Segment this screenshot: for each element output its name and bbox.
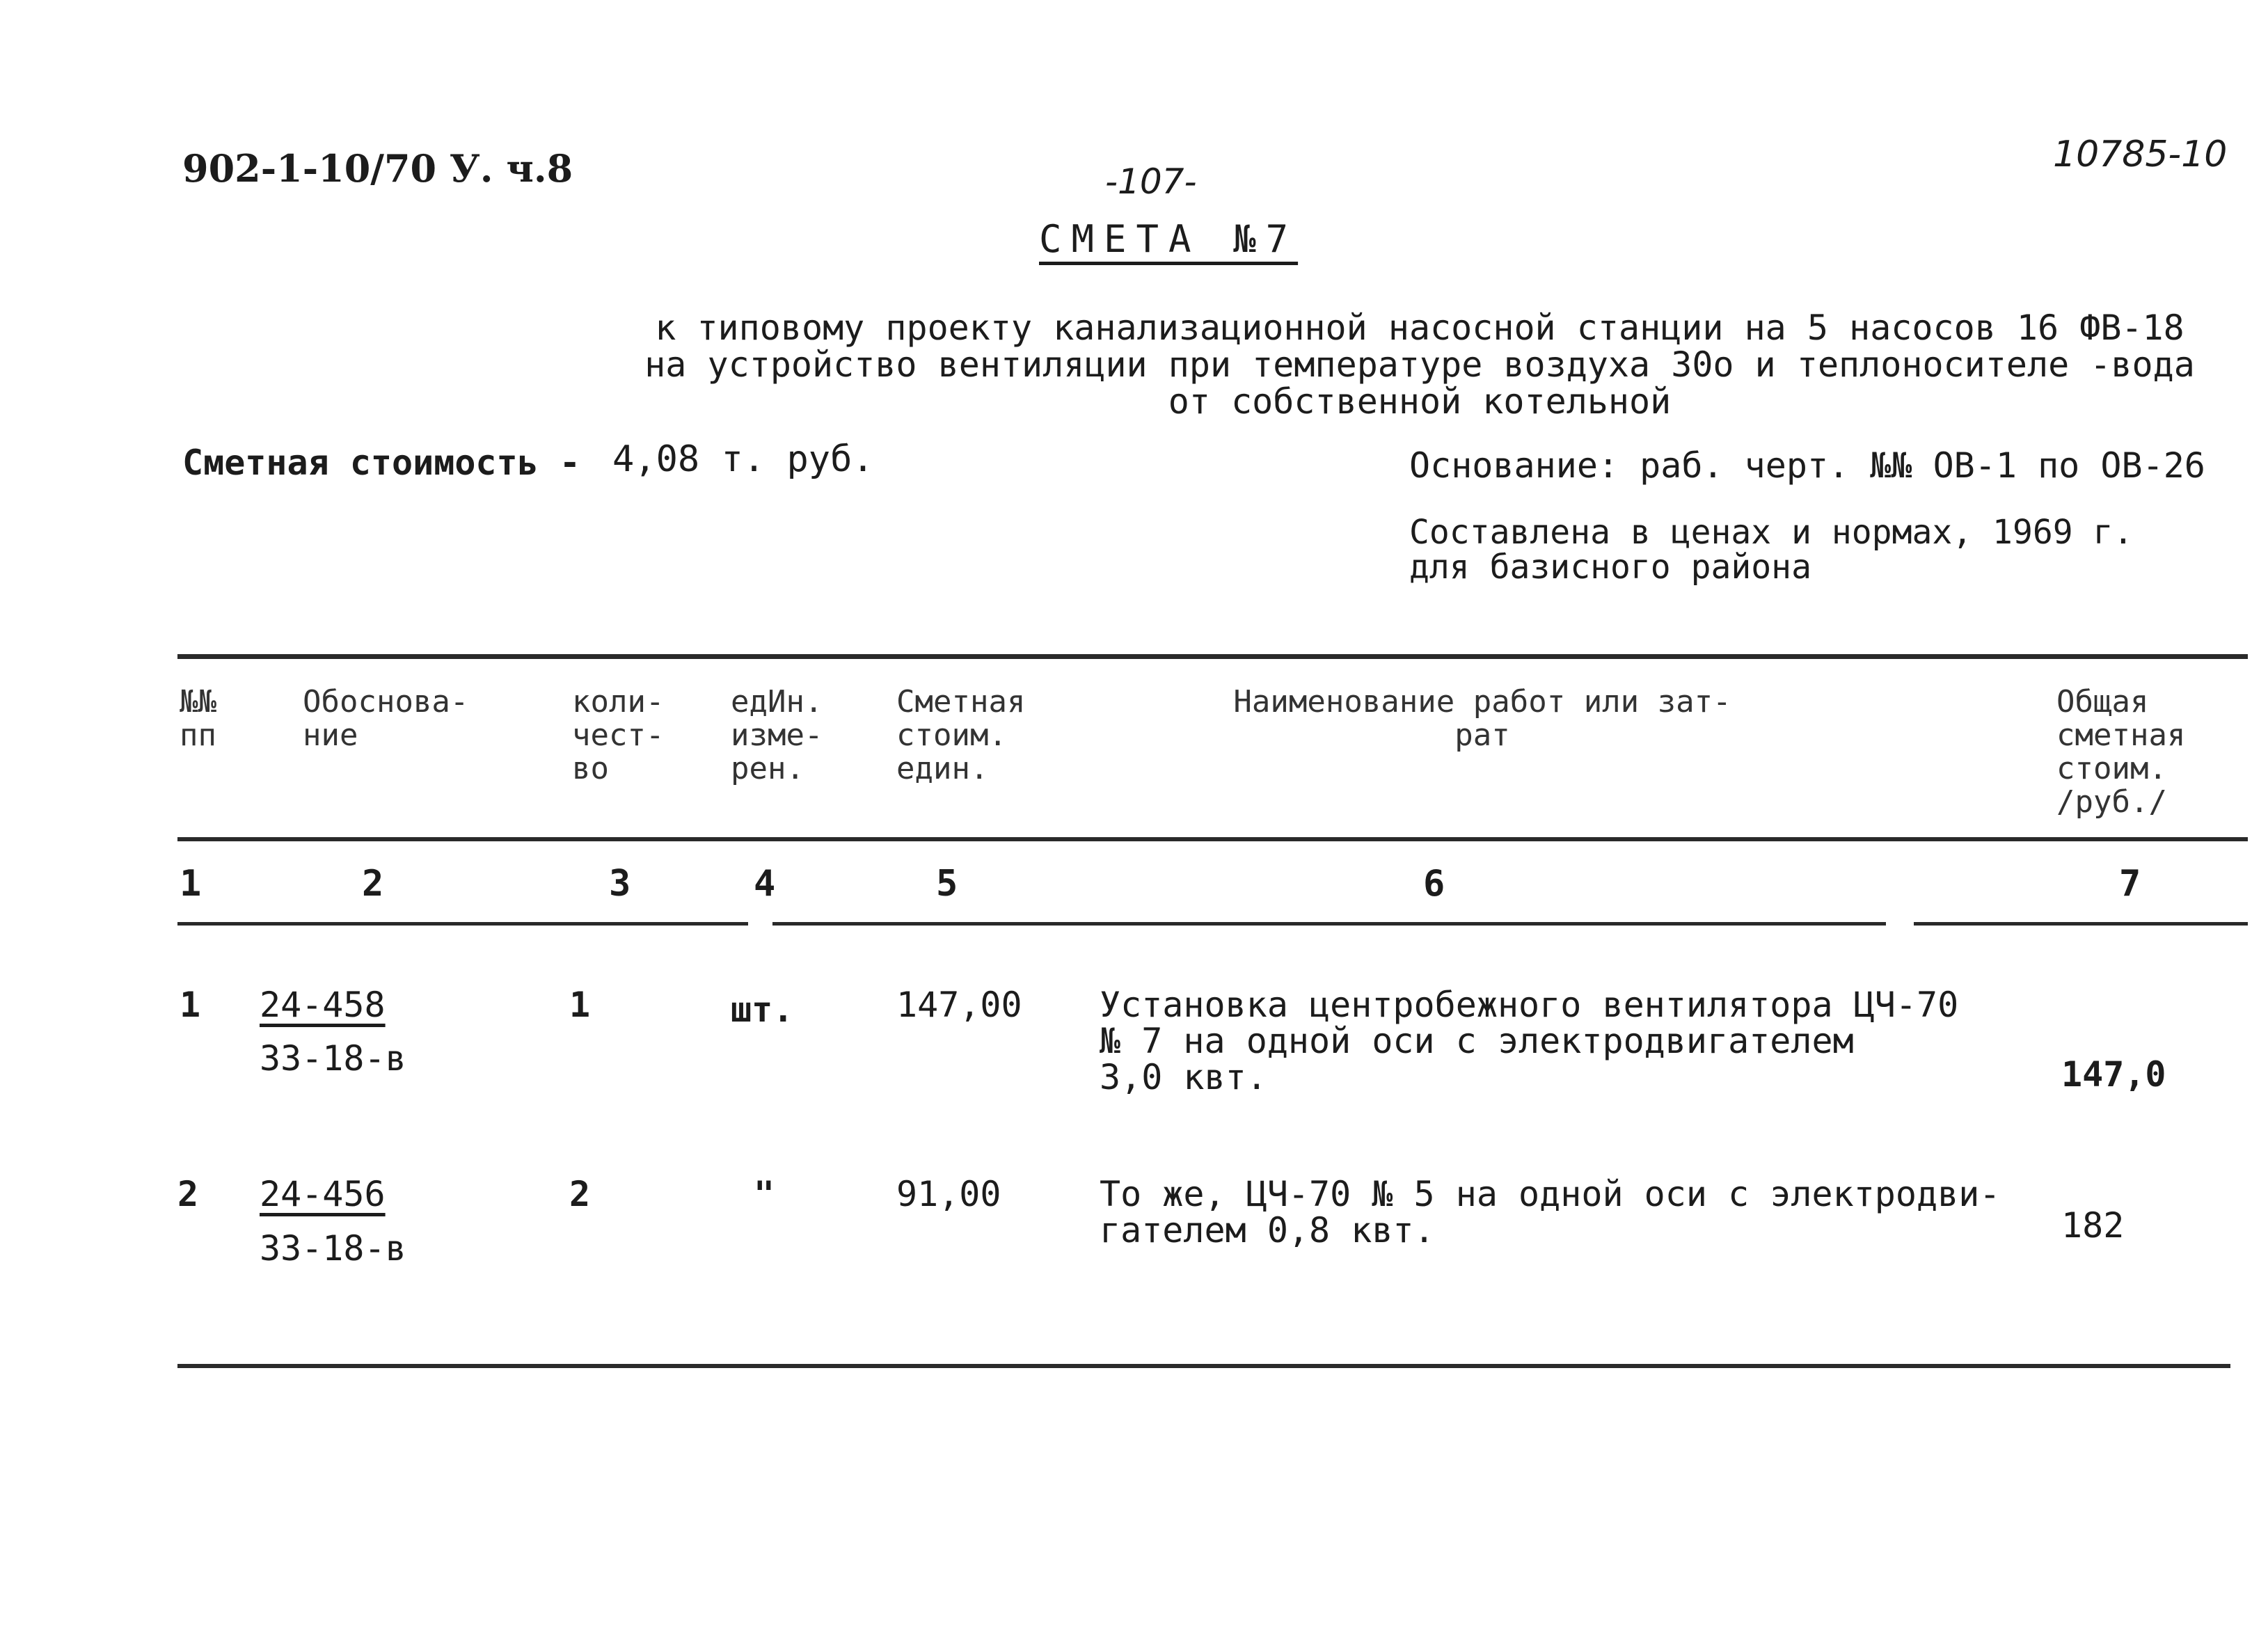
header-unit: едИн. изме- рен.	[731, 684, 823, 786]
row-unit-cost: 91,00	[896, 1174, 1001, 1214]
header-quantity: коли- чест- во	[572, 684, 665, 786]
row-total: 147,0	[2061, 1054, 2166, 1095]
column-number: 4	[754, 863, 776, 905]
subtitle-line: от собственной котельной	[1168, 381, 1672, 422]
row-code-bottom: 33-18-в	[260, 1228, 406, 1269]
column-number-rule	[1914, 922, 2248, 926]
prices-note	[1409, 515, 2244, 585]
prices-note-line: для базисного района	[1409, 548, 1811, 587]
subtitle-line: к типовому проекту канализационной насосной станции на 5 насосов 16 ФВ-18	[655, 308, 2184, 348]
basis-text: Основание: раб. черт. №№ ОВ-1 по ОВ-26	[1409, 445, 2205, 486]
page-number: -107-	[1105, 161, 1197, 202]
header-row-number: №№ пп	[180, 684, 216, 753]
row-code-top: 24-458	[260, 985, 386, 1025]
row-quantity: 1	[569, 985, 591, 1025]
table-header-rule	[177, 837, 2248, 841]
table-row-number: 1	[180, 985, 201, 1025]
column-number-rule	[177, 922, 748, 926]
document-code: 902-1-10/70 У. ч.8	[182, 146, 573, 191]
document-title: СМЕТА №7	[1039, 217, 1299, 261]
row-quantity: 2	[569, 1174, 591, 1214]
subtitle-line: на устройство вентиляции при температуре воздуха 30о и теплоносителе -вода	[644, 344, 2195, 385]
estimated-cost-label: Сметная стоимость -	[182, 443, 580, 483]
column-number-rule	[772, 922, 1886, 926]
header-justification: Обоснова- ние	[303, 684, 469, 753]
column-number: 2	[362, 863, 384, 905]
estimated-cost-value: 4,08 т. руб.	[612, 438, 874, 480]
table-row-number: 2	[177, 1174, 199, 1214]
table-bottom-rule	[177, 1364, 2230, 1368]
row-code-bottom: 33-18-в	[260, 1038, 406, 1079]
row-total: 182	[2061, 1205, 2125, 1246]
header-total-cost: Общая сметная стоим. /руб./	[2056, 684, 2186, 820]
column-number: 6	[1423, 863, 1445, 905]
archive-number: 10785-10	[2053, 134, 2228, 175]
row-code-top: 24-456	[260, 1174, 386, 1214]
row-unit: шт.	[731, 990, 794, 1030]
row-unit: "	[754, 1174, 775, 1214]
header-unit-cost: Сметная стоим. един.	[896, 684, 1026, 786]
row-description: Установка центробежного вентилятора ЦЧ-70 № 7 на одной оси с электродвигателем 3,0 квт.	[1100, 985, 1959, 1097]
row-unit-cost: 147,00	[896, 985, 1022, 1025]
column-number: 1	[180, 863, 202, 905]
column-number: 3	[609, 863, 631, 905]
row-description: То же, ЦЧ-70 № 5 на одной оси с электродви- гателем 0,8 квт.	[1100, 1174, 2001, 1250]
document-subtitle	[626, 310, 2213, 420]
column-number: 5	[936, 863, 958, 905]
prices-note-line: Составлена в ценах и нормах, 1969 г.	[1409, 513, 2134, 552]
table-top-rule	[177, 654, 2248, 659]
header-description: Наименование работ или зат- рат	[1233, 684, 1731, 753]
column-number: 7	[2119, 863, 2141, 905]
